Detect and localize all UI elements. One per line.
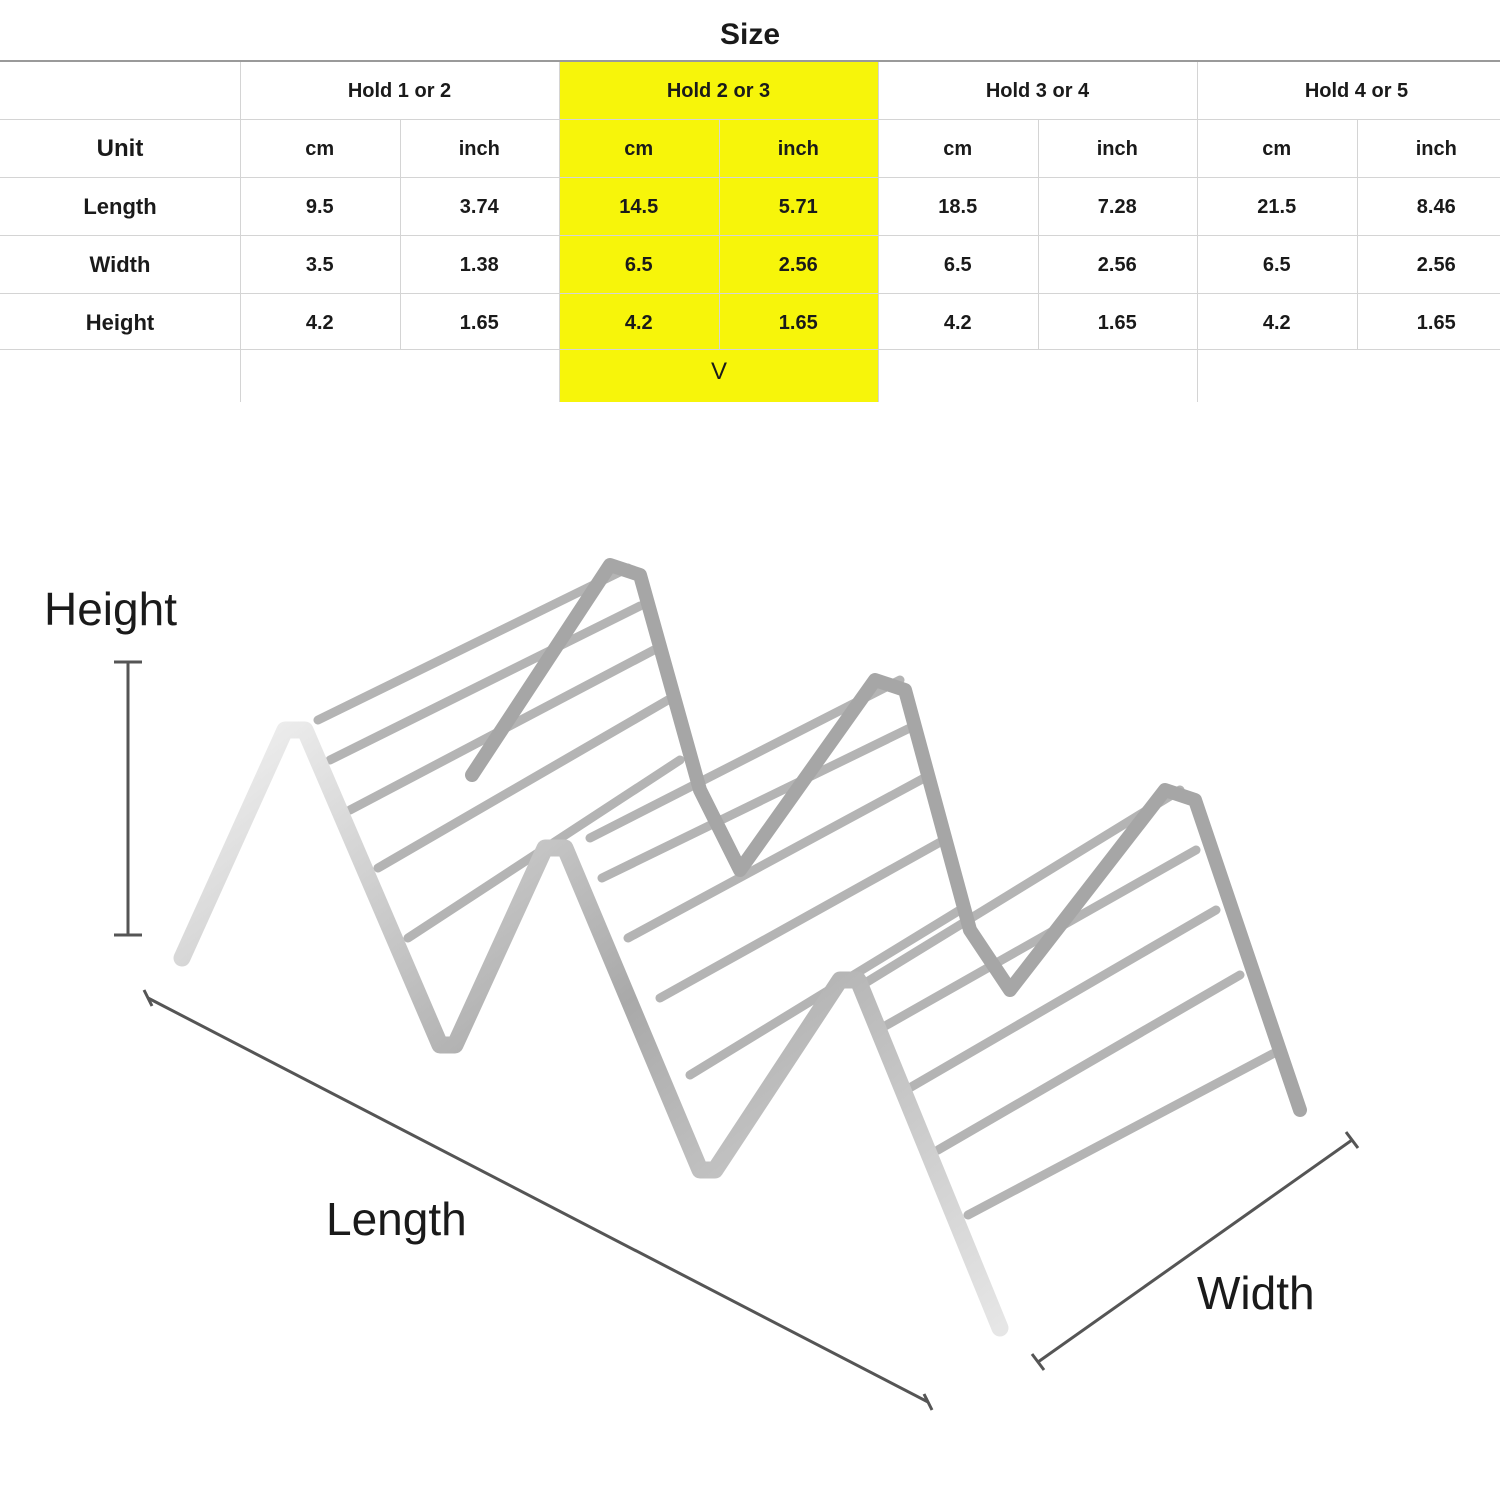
table-cell: 6.5	[624, 254, 653, 276]
table-cell: 3.74	[459, 196, 499, 218]
table-cell: 4.2	[943, 312, 972, 334]
unit-header: inch	[1415, 138, 1457, 160]
table-cell: 4.2	[305, 312, 334, 334]
unit-row-label: Unit	[96, 135, 144, 162]
row-label: Length	[83, 194, 157, 219]
group-header: Hold 4 or 5	[1304, 80, 1409, 102]
size-table-title: Size	[719, 18, 781, 51]
table-cell: 7.28	[1097, 196, 1137, 218]
table-cell: 1.38	[459, 254, 499, 276]
table-cell: 3.5	[305, 254, 334, 276]
table-cell: 14.5	[619, 196, 659, 218]
unit-header: inch	[1096, 138, 1138, 160]
unit-header: inch	[777, 138, 819, 160]
dimension-lines	[114, 662, 1358, 1410]
unit-header: cm	[624, 138, 654, 160]
wire-rods	[318, 568, 1280, 1215]
group-header: Hold 3 or 4	[985, 80, 1090, 102]
length-dimension-label: Length	[326, 1193, 467, 1245]
table-cell: 5.71	[778, 196, 818, 218]
unit-header: cm	[943, 138, 973, 160]
table-cell: 1.65	[1416, 312, 1456, 334]
height-dimension-label: Height	[44, 583, 177, 635]
table-cell: 4.2	[624, 312, 653, 334]
selected-size-marker: V	[710, 358, 727, 385]
unit-header: cm	[1262, 138, 1292, 160]
unit-header: cm	[305, 138, 335, 160]
width-dimension-label: Width	[1197, 1267, 1315, 1319]
table-cell: 2.56	[1416, 254, 1456, 276]
unit-header: inch	[458, 138, 500, 160]
group-header: Hold 2 or 3	[666, 80, 771, 102]
group-header: Hold 1 or 2	[347, 80, 452, 102]
table-cell: 1.65	[1097, 312, 1137, 334]
table-cell: 6.5	[943, 254, 972, 276]
table-cell: 2.56	[1097, 254, 1137, 276]
table-cell: 21.5	[1257, 196, 1297, 218]
table-cell: 4.2	[1262, 312, 1291, 334]
table-cell: 2.56	[778, 254, 818, 276]
row-label: Width	[89, 252, 151, 277]
table-cell: 1.65	[459, 312, 499, 334]
table-cell: 1.65	[778, 312, 818, 334]
table-cell: 6.5	[1262, 254, 1291, 276]
row-label: Height	[85, 310, 155, 335]
table-cell: 18.5	[938, 196, 978, 218]
table-cell: 8.46	[1416, 196, 1456, 218]
table-cell: 9.5	[305, 196, 334, 218]
